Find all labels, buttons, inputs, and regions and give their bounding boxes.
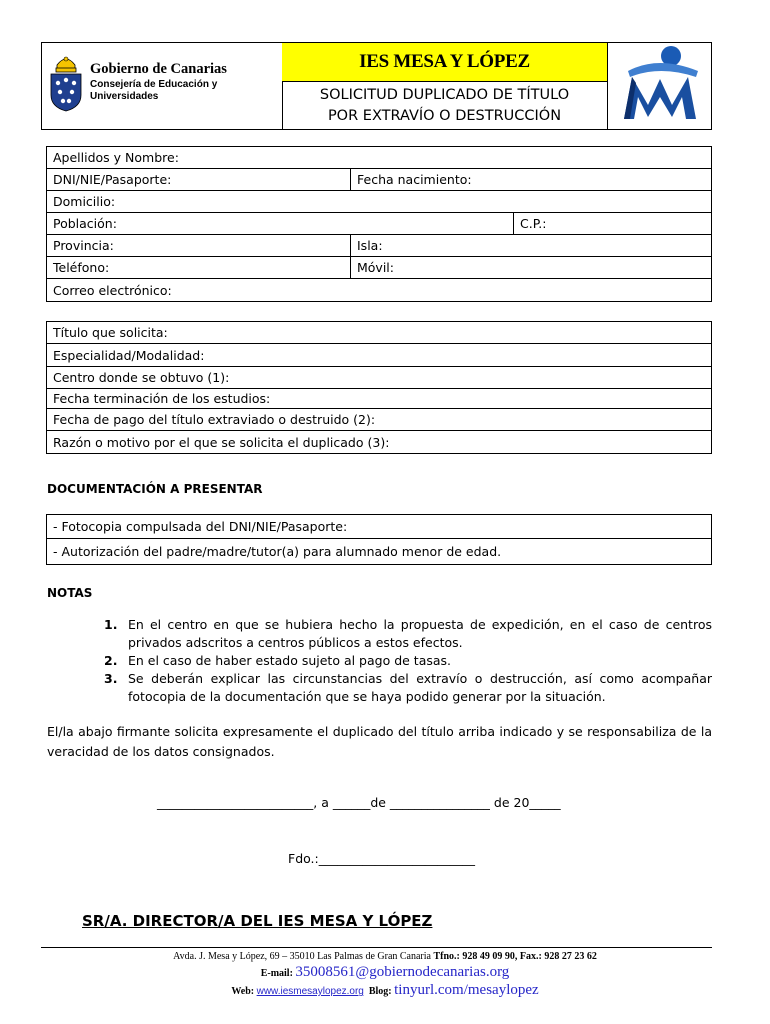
address-field[interactable]: Domicilio:	[53, 194, 116, 209]
footer-address-text: Avda. J. Mesa y López, 69 – 35010 Las Palmas de Gran Canaria	[173, 951, 431, 962]
table-row	[47, 169, 711, 191]
note-number: 3.	[104, 671, 118, 686]
documentation-heading: DOCUMENTACIÓN A PRESENTAR	[47, 482, 263, 496]
declaration-text: El/la abajo firmante solicita expresamente el duplicado del título arriba indicado y se responsabiliza de la veracidad de los datos consignados.	[47, 724, 712, 759]
footer-web-link[interactable]: www.iesmesaylopez.org	[256, 986, 364, 997]
note-text: En el centro en que se hubiera hecho la propuesta de expedición, en el caso de centros privados adscritos a centros públicos a estos efectos.	[128, 617, 712, 650]
title-cell	[282, 43, 608, 129]
doc-id-copy-field[interactable]: - Fotocopia compulsada del DNI/NIE/Pasaporte:	[53, 519, 348, 534]
footer-phone: Tfno.: 928 49 09 90, Fax.: 928 27 23 62	[433, 951, 597, 962]
mobile-field[interactable]: Móvil:	[350, 257, 711, 278]
id-field[interactable]: DNI/NIE/Pasaporte:	[53, 172, 172, 187]
footer-email-label: E-mail:	[260, 968, 293, 979]
note-number: 1.	[104, 617, 118, 632]
list-item	[104, 670, 712, 706]
table-row	[47, 147, 711, 169]
province-field[interactable]: Provincia:	[53, 238, 114, 253]
footer-blog-link[interactable]: tinyurl.com/mesaylopez	[394, 982, 539, 998]
footer-address	[0, 951, 770, 962]
table-row	[47, 367, 711, 389]
island-field[interactable]: Isla:	[350, 235, 711, 256]
school-name: IES MESA Y LÓPEZ	[282, 43, 607, 82]
government-title: Gobierno de Canarias	[90, 61, 227, 77]
footer-divider	[41, 947, 712, 948]
documentation-table	[46, 514, 712, 565]
payment-date-field[interactable]: Fecha de pago del título extraviado o destruido (2):	[53, 412, 376, 427]
title-info-table	[46, 321, 712, 454]
table-row	[47, 213, 711, 235]
footer-web-label: Web:	[231, 986, 255, 997]
table-row	[47, 322, 711, 344]
table-row	[47, 235, 711, 257]
center-field[interactable]: Centro donde se obtuvo (1):	[53, 370, 230, 385]
footer-email	[0, 964, 770, 981]
form-title-line-1: SOLICITUD DUPLICADO DE TÍTULO	[319, 87, 570, 103]
birth-date-field[interactable]: Fecha nacimiento:	[350, 169, 711, 190]
phone-field[interactable]: Teléfono:	[53, 260, 110, 275]
table-row	[47, 431, 711, 453]
table-row	[47, 257, 711, 279]
email-field[interactable]: Correo electrónico:	[53, 282, 172, 298]
canarias-crest-icon	[48, 55, 84, 113]
date-place-line[interactable]: _________________________, a ______de ________________ de 20_____	[157, 795, 561, 810]
list-item	[104, 652, 712, 670]
table-row	[47, 389, 711, 409]
end-date-field[interactable]: Fecha terminación de los estudios:	[53, 391, 271, 406]
footer-blog-label: Blog:	[368, 986, 392, 997]
form-title	[282, 85, 607, 127]
town-field[interactable]: Población:	[53, 216, 117, 231]
note-text: En el caso de haber estado sujeto al pago de tasas.	[128, 653, 452, 668]
school-logo-cell	[608, 43, 712, 129]
doc-authorization-field[interactable]: - Autorización del padre/madre/tutor(a) para alumnado menor de edad.	[53, 544, 502, 559]
reason-field[interactable]: Razón o motivo por el que se solicita el duplicado (3):	[53, 434, 390, 450]
government-cell	[42, 43, 283, 129]
list-item	[104, 616, 712, 652]
addressee: SR/A. DIRECTOR/A DEL IES MESA Y LÓPEZ	[82, 912, 433, 930]
name-field[interactable]: Apellidos y Nombre:	[53, 150, 179, 165]
table-row	[47, 279, 711, 301]
footer-email-link[interactable]: 35008561@gobiernodecanarias.org	[295, 964, 510, 980]
notes-list	[104, 616, 712, 706]
school-logo-icon	[608, 43, 712, 129]
postcode-field[interactable]: C.P.:	[513, 213, 711, 234]
table-row	[47, 344, 711, 367]
form-header	[41, 42, 712, 130]
table-row	[47, 409, 711, 431]
note-text: Se deberán explicar las circunstancias del extravío o destrucción, así como acompañar fotocopia de la documentación que se haya podido generar por la situación.	[128, 671, 712, 704]
table-row	[47, 515, 711, 539]
specialty-field[interactable]: Especialidad/Modalidad:	[53, 347, 205, 363]
notes-heading: NOTAS	[47, 586, 93, 600]
table-row	[47, 191, 711, 213]
signature-line[interactable]: Fdo.:_________________________	[288, 851, 475, 866]
title-requested-field[interactable]: Título que solicita:	[53, 325, 168, 340]
form-title-line-2: POR EXTRAVÍO O DESTRUCCIÓN	[327, 108, 562, 124]
personal-data-table	[46, 146, 712, 302]
note-number: 2.	[104, 653, 118, 668]
table-row	[47, 539, 711, 564]
footer-web	[0, 982, 770, 999]
government-department: Consejería de Educación y Universidades	[90, 79, 218, 102]
